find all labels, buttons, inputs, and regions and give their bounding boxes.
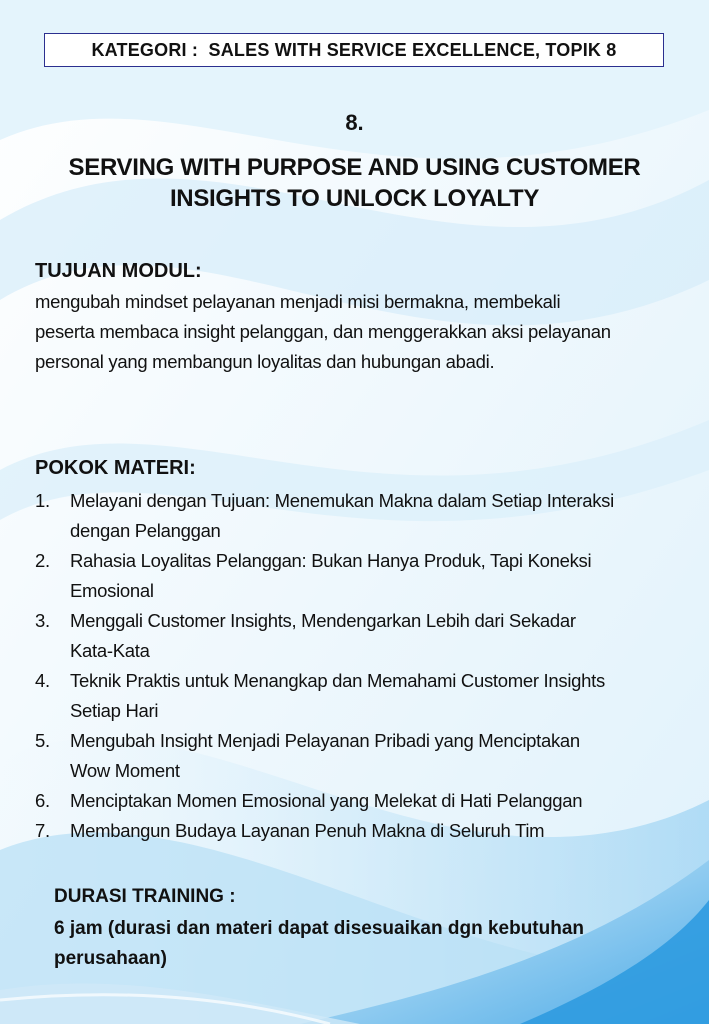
item-text: Menciptakan Momen Emosional yang Melekat di Hati Pelanggan bbox=[70, 790, 583, 811]
item-text: Membangun Budaya Layanan Penuh Makna di Seluruh Tim bbox=[70, 820, 545, 841]
list-item bbox=[35, 486, 685, 546]
item-text: Rahasia Loyalitas Pelanggan: Bukan Hanya Produk, Tapi Koneksi bbox=[70, 550, 592, 571]
item-text: Melayani dengan Tujuan: Menemukan Makna dalam Setiap Interaksi bbox=[70, 490, 614, 511]
objective-line: personal yang membangun loyalitas dan hubungan abadi. bbox=[35, 351, 495, 372]
list-item bbox=[35, 546, 685, 606]
objective-heading: TUJUAN MODUL: bbox=[35, 260, 202, 282]
item-number: 6. bbox=[35, 790, 50, 811]
duration-heading: DURASI TRAINING : bbox=[54, 886, 236, 907]
objective-line: mengubah mindset pelayanan menjadi misi bermakna, membekali bbox=[35, 291, 561, 312]
item-number: 2. bbox=[35, 550, 50, 571]
item-text: Mengubah Insight Menjadi Pelayanan Pribadi yang Menciptakan bbox=[70, 730, 580, 751]
duration-line: perusahaan) bbox=[54, 948, 167, 969]
item-text: Setiap Hari bbox=[70, 700, 159, 721]
item-text: Menggali Customer Insights, Mendengarkan Lebih dari Sekadar bbox=[70, 610, 576, 631]
module-number: 8. bbox=[345, 110, 364, 135]
list-item bbox=[35, 786, 685, 816]
module-title bbox=[60, 152, 649, 214]
item-text: Emosional bbox=[70, 580, 154, 601]
module-title-line: SERVING WITH PURPOSE AND USING CUSTOMER bbox=[68, 154, 641, 181]
list-item bbox=[35, 606, 685, 666]
objective-text bbox=[35, 287, 675, 377]
item-text: Kata-Kata bbox=[70, 640, 150, 661]
item-number: 5. bbox=[35, 730, 50, 751]
list-item bbox=[35, 816, 685, 846]
duration-line: 6 jam (durasi dan materi dapat disesuaikan dgn kebutuhan bbox=[54, 918, 585, 939]
duration-text bbox=[54, 914, 674, 974]
materials-list bbox=[35, 486, 685, 846]
category-box bbox=[44, 33, 664, 67]
item-number: 4. bbox=[35, 670, 50, 691]
category-label: KATEGORI : SALES WITH SERVICE EXCELLENCE, TOPIK 8 bbox=[91, 39, 617, 60]
item-number: 3. bbox=[35, 610, 50, 631]
item-number: 1. bbox=[35, 490, 50, 511]
item-text: Teknik Praktis untuk Menangkap dan Memahami Customer Insights bbox=[70, 670, 605, 691]
module-title-line: INSIGHTS TO UNLOCK LOYALTY bbox=[169, 185, 540, 212]
objective-line: peserta membaca insight pelanggan, dan menggerakkan aksi pelayanan bbox=[35, 321, 611, 342]
item-text: dengan Pelanggan bbox=[70, 520, 221, 541]
item-number: 7. bbox=[35, 820, 50, 841]
item-text: Wow Moment bbox=[70, 760, 180, 781]
list-item bbox=[35, 726, 685, 786]
list-item bbox=[35, 666, 685, 726]
materials-heading: POKOK MATERI: bbox=[35, 457, 196, 479]
